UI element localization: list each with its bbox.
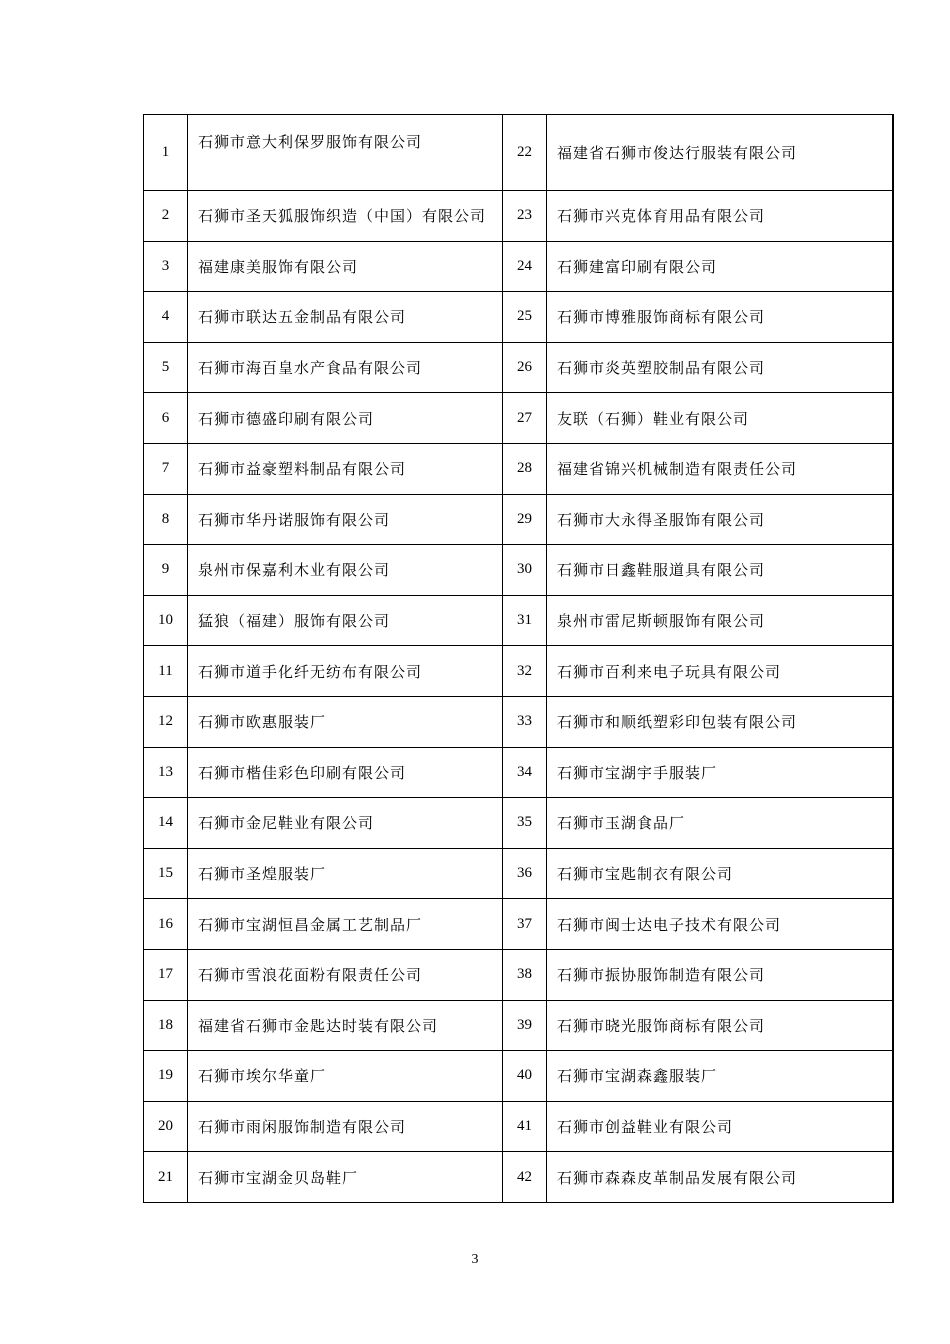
company-name-right: 石狮市闽士达电子技术有限公司 [547, 899, 893, 950]
company-name-right: 石狮市炎英塑胶制品有限公司 [547, 342, 893, 393]
company-name-right: 石狮市百利来电子玩具有限公司 [547, 646, 893, 697]
row-number-right: 22 [503, 115, 547, 191]
company-name-right: 石狮市大永得圣服饰有限公司 [547, 494, 893, 545]
company-name-left: 石狮市联达五金制品有限公司 [188, 292, 503, 343]
row-number-left: 10 [144, 595, 188, 646]
company-name-right: 石狮市兴克体育用品有限公司 [547, 191, 893, 242]
row-number-left: 17 [144, 949, 188, 1000]
company-name-left: 石狮市益豪塑料制品有限公司 [188, 443, 503, 494]
company-name-left: 石狮市宝湖恒昌金属工艺制品厂 [188, 899, 503, 950]
company-list-body [144, 115, 893, 1203]
row-number-right: 34 [503, 747, 547, 798]
company-list-table [143, 114, 894, 1203]
row-number-left: 18 [144, 1000, 188, 1051]
table-row [144, 545, 893, 596]
row-number-left: 3 [144, 241, 188, 292]
company-name-right: 福建省石狮市俊达行服装有限公司 [547, 115, 893, 191]
company-name-left: 石狮市欧惠服装厂 [188, 696, 503, 747]
table-row [144, 191, 893, 242]
company-name-left: 石狮市意大利保罗服饰有限公司 [188, 115, 503, 191]
company-name-right: 友联（石狮）鞋业有限公司 [547, 393, 893, 444]
company-name-left: 石狮市圣煌服装厂 [188, 848, 503, 899]
row-number-left: 15 [144, 848, 188, 899]
company-name-right: 石狮市和顺纸塑彩印包装有限公司 [547, 696, 893, 747]
company-name-right: 石狮市创益鞋业有限公司 [547, 1101, 893, 1152]
row-number-left: 7 [144, 443, 188, 494]
company-name-left: 石狮市海百皇水产食品有限公司 [188, 342, 503, 393]
row-number-left: 16 [144, 899, 188, 950]
row-number-right: 35 [503, 798, 547, 849]
table-row [144, 696, 893, 747]
company-name-right: 石狮市玉湖食品厂 [547, 798, 893, 849]
table-row [144, 949, 893, 1000]
table-row [144, 1000, 893, 1051]
company-name-right: 石狮建富印刷有限公司 [547, 241, 893, 292]
row-number-right: 25 [503, 292, 547, 343]
table-row [144, 1051, 893, 1102]
row-number-left: 4 [144, 292, 188, 343]
company-name-left: 猛狼（福建）服饰有限公司 [188, 595, 503, 646]
table-row [144, 798, 893, 849]
row-number-right: 27 [503, 393, 547, 444]
table-row [144, 393, 893, 444]
row-number-right: 30 [503, 545, 547, 596]
row-number-right: 38 [503, 949, 547, 1000]
table-row [144, 1152, 893, 1203]
company-name-right: 福建省锦兴机械制造有限责任公司 [547, 443, 893, 494]
row-number-right: 26 [503, 342, 547, 393]
company-name-right: 泉州市雷尼斯顿服饰有限公司 [547, 595, 893, 646]
row-number-left: 13 [144, 747, 188, 798]
company-name-right: 石狮市振协服饰制造有限公司 [547, 949, 893, 1000]
company-name-right: 石狮市宝湖森鑫服装厂 [547, 1051, 893, 1102]
table-row [144, 646, 893, 697]
company-name-right: 石狮市宝匙制衣有限公司 [547, 848, 893, 899]
company-name-right: 石狮市晓光服饰商标有限公司 [547, 1000, 893, 1051]
company-name-left: 石狮市华丹诺服饰有限公司 [188, 494, 503, 545]
table-row [144, 595, 893, 646]
table-row [144, 292, 893, 343]
row-number-right: 23 [503, 191, 547, 242]
row-number-left: 12 [144, 696, 188, 747]
row-number-left: 11 [144, 646, 188, 697]
row-number-left: 1 [144, 115, 188, 191]
table-row [144, 342, 893, 393]
row-number-right: 40 [503, 1051, 547, 1102]
row-number-left: 19 [144, 1051, 188, 1102]
company-name-left: 石狮市圣天狐服饰织造（中国）有限公司 [188, 191, 503, 242]
company-name-left: 福建省石狮市金匙达时装有限公司 [188, 1000, 503, 1051]
row-number-left: 2 [144, 191, 188, 242]
company-name-right: 石狮市博雅服饰商标有限公司 [547, 292, 893, 343]
row-number-right: 41 [503, 1101, 547, 1152]
company-name-left: 石狮市德盛印刷有限公司 [188, 393, 503, 444]
table-row [144, 848, 893, 899]
table-row [144, 443, 893, 494]
company-name-left: 石狮市宝湖金贝岛鞋厂 [188, 1152, 503, 1203]
row-number-right: 39 [503, 1000, 547, 1051]
row-number-right: 24 [503, 241, 547, 292]
company-name-left: 石狮市雨闲服饰制造有限公司 [188, 1101, 503, 1152]
row-number-left: 21 [144, 1152, 188, 1203]
row-number-right: 37 [503, 899, 547, 950]
table-row [144, 899, 893, 950]
table-row [144, 241, 893, 292]
company-name-left: 石狮市雪浪花面粉有限责任公司 [188, 949, 503, 1000]
company-name-left: 福建康美服饰有限公司 [188, 241, 503, 292]
company-name-right: 石狮市日鑫鞋服道具有限公司 [547, 545, 893, 596]
company-name-left: 石狮市金尼鞋业有限公司 [188, 798, 503, 849]
company-name-right: 石狮市宝湖宇手服装厂 [547, 747, 893, 798]
row-number-left: 20 [144, 1101, 188, 1152]
row-number-right: 33 [503, 696, 547, 747]
company-name-left: 石狮市道手化纤无纺布有限公司 [188, 646, 503, 697]
row-number-right: 36 [503, 848, 547, 899]
row-number-right: 32 [503, 646, 547, 697]
table-row [144, 747, 893, 798]
row-number-right: 28 [503, 443, 547, 494]
company-name-left: 石狮市埃尔华童厂 [188, 1051, 503, 1102]
table-row [144, 1101, 893, 1152]
company-name-left: 石狮市楷佳彩色印刷有限公司 [188, 747, 503, 798]
company-name-right: 石狮市森森皮革制品发展有限公司 [547, 1152, 893, 1203]
row-number-left: 6 [144, 393, 188, 444]
page-number: 3 [471, 1252, 479, 1267]
row-number-right: 31 [503, 595, 547, 646]
row-number-left: 9 [144, 545, 188, 596]
table-row [144, 494, 893, 545]
row-number-left: 14 [144, 798, 188, 849]
row-number-left: 8 [144, 494, 188, 545]
row-number-right: 42 [503, 1152, 547, 1203]
row-number-left: 5 [144, 342, 188, 393]
company-name-left: 泉州市保嘉利木业有限公司 [188, 545, 503, 596]
row-number-right: 29 [503, 494, 547, 545]
table-row [144, 115, 893, 191]
